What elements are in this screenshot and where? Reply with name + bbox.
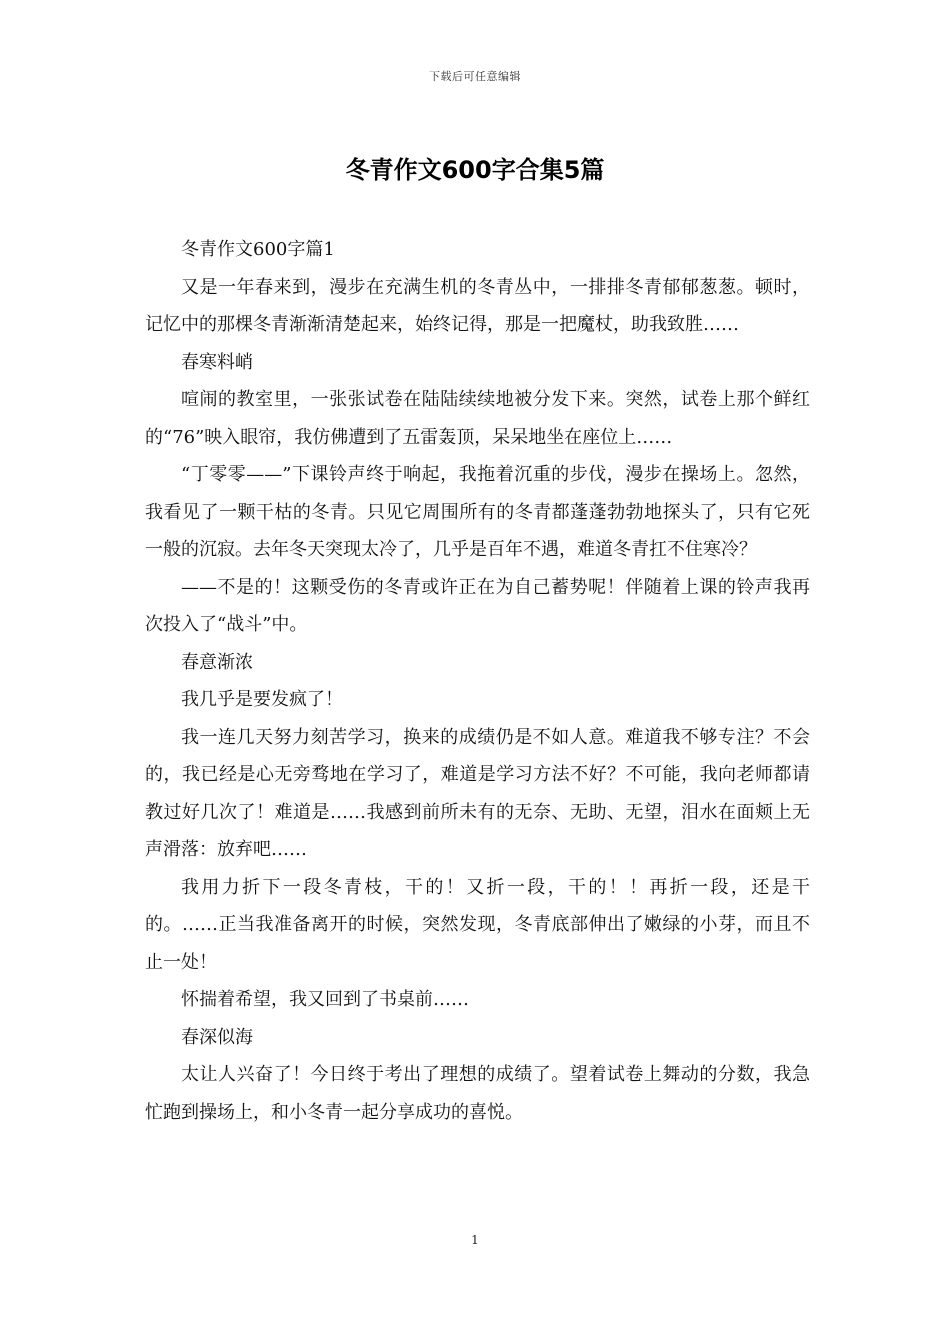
- paragraph: ——不是的！这颗受伤的冬青或许正在为自己蓄势呢！伴随着上课的铃声我再次投入了“战斗”中。: [145, 576, 810, 635]
- document-title: 冬青作文600字合集5篇: [345, 156, 605, 184]
- section-heading: 春寒料峭: [181, 351, 253, 373]
- paragraph: 怀揣着希望，我又回到了书桌前……: [181, 989, 469, 1010]
- paragraph: 喧闹的教室里，一张张试卷在陆陆续续地被分发下来。突然，试卷上那个鲜红的“76”映入眼帘，我仿佛遭到了五雷轰顶，呆呆地坐在座位上……: [145, 389, 810, 448]
- document-body: [145, 231, 810, 1131]
- paragraph: 又是一年春来到，漫步在充满生机的冬青丛中，一排排冬青郁郁葱葱。顿时，记忆中的那棵冬青渐渐清楚起来，始终记得，那是一把魔杖，助我致胜……: [145, 276, 810, 335]
- page-number: 1: [471, 1233, 479, 1247]
- paragraph: 我一连几天努力刻苦学习，换来的成绩仍是不如人意。难道我不够专注？不会的，我已经是心无旁骛地在学习了，难道是学习方法不好？不可能，我向老师都请教过好几次了！难道是……我感到前所未有的无奈、无助、无望，泪水在面颊上无声滑落：放弃吧……: [145, 726, 810, 860]
- section-heading: 春意渐浓: [181, 651, 253, 673]
- paragraph: 我用力折下一段冬青枝，干的！又折一段，干的！！再折一段，还是干的。……正当我准备离开的时候，突然发现，冬青底部伸出了嫩绿的小芽，而且不止一处！: [145, 876, 810, 973]
- paragraph: “丁零零——”下课铃声终于响起，我拖着沉重的步伐，漫步在操场上。忽然，我看见了一颗干枯的冬青。只见它周围所有的冬青都蓬蓬勃勃地探头了，只有它死一般的沉寂。去年冬天突现太冷了，几乎是百年不遇，难道冬青扛不住寒冷？: [145, 464, 810, 560]
- page-header: 下载后可任意编辑: [429, 70, 521, 83]
- paragraph: 我几乎是要发疯了！: [181, 689, 343, 710]
- section-heading: 春深似海: [181, 1026, 253, 1048]
- section-heading: 冬青作文600字篇1: [181, 239, 335, 260]
- paragraph: 太让人兴奋了！今日终于考出了理想的成绩了。望着试卷上舞动的分数，我急忙跑到操场上，和小冬青一起分享成功的喜悦。: [145, 1064, 810, 1123]
